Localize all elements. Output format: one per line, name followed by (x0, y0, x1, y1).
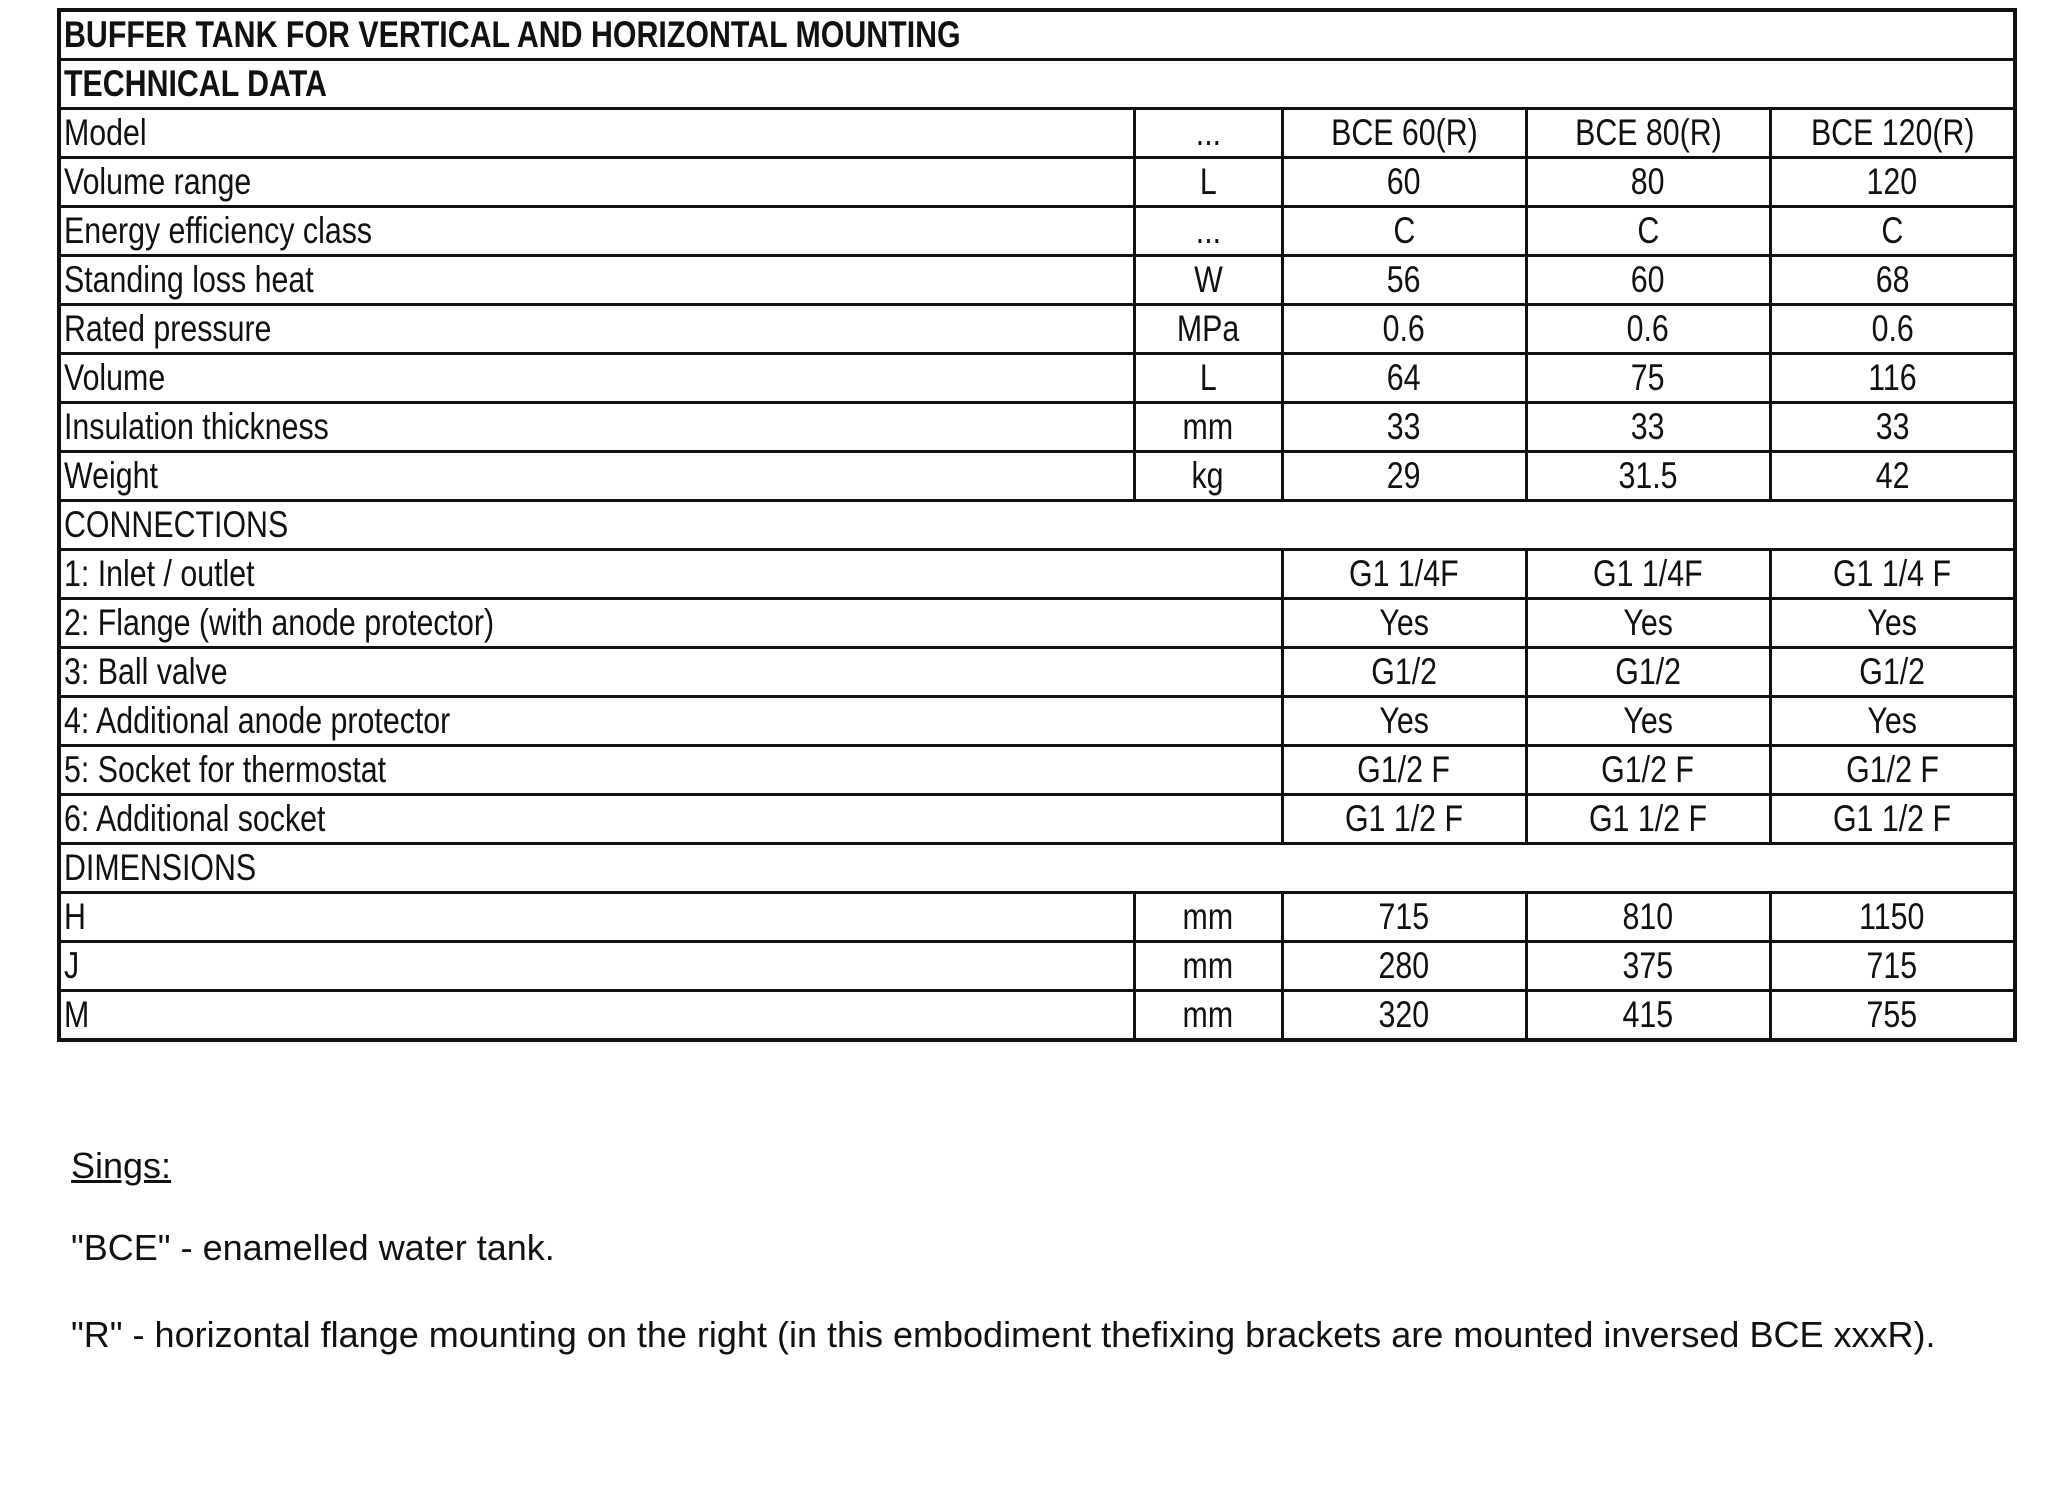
row-value-cell (1770, 697, 2015, 746)
row-value-cell (1526, 354, 1770, 403)
row-value-cell (1770, 599, 2015, 648)
row-unit-cell (1134, 991, 1282, 1041)
row-unit: L (1199, 161, 1217, 202)
model-label-cell (59, 109, 1134, 158)
row-value: 415 (1622, 994, 1674, 1035)
row-value-cell (1282, 991, 1526, 1041)
row-label-cell (59, 599, 1282, 648)
row-value-cell (1526, 550, 1770, 599)
row-value-cell (1526, 648, 1770, 697)
table-row (59, 550, 2015, 599)
row-value-cell (1770, 942, 2015, 991)
row-unit-cell (1134, 256, 1282, 305)
row-label: 1: Inlet / outlet (64, 553, 255, 594)
row-value: 280 (1378, 945, 1430, 986)
row-value-cell (1526, 158, 1770, 207)
row-label: 4: Additional anode protector (64, 700, 451, 741)
row-value-cell (1282, 207, 1526, 256)
row-value: 75 (1631, 357, 1665, 398)
row-value: Yes (1379, 700, 1429, 741)
row-unit: mm (1182, 945, 1234, 986)
dimensions-heading-row (59, 844, 2015, 893)
row-value: 810 (1622, 896, 1674, 937)
table-row (59, 305, 2015, 354)
row-unit-cell (1134, 305, 1282, 354)
row-value-cell (1770, 403, 2015, 452)
row-value-cell (1770, 256, 2015, 305)
row-value-cell (1526, 697, 1770, 746)
row-value-cell (1770, 991, 2015, 1041)
row-value-cell (1526, 795, 1770, 844)
row-value-cell (1526, 403, 1770, 452)
row-value: 64 (1387, 357, 1421, 398)
row-value-cell (1282, 893, 1526, 942)
row-value-cell (1282, 256, 1526, 305)
row-unit-cell (1134, 207, 1282, 256)
row-value: 80 (1631, 161, 1665, 202)
row-label-cell (59, 207, 1134, 256)
connections-heading-text: CONNECTIONS (64, 504, 289, 545)
model-name: BCE 60(R) (1330, 112, 1478, 153)
row-label: 3: Ball valve (64, 651, 228, 692)
row-label: M (64, 994, 90, 1035)
row-value-cell (1282, 942, 1526, 991)
table-body (59, 10, 2015, 1040)
table-subtitle (59, 60, 2015, 109)
row-value: G1 1/4F (1349, 553, 1459, 594)
model-unit-cell (1134, 109, 1282, 158)
row-value: G1/2 F (1845, 749, 1939, 790)
model-name: BCE 80(R) (1574, 112, 1722, 153)
row-label: Energy efficiency class (64, 210, 373, 251)
model-name: BCE 120(R) (1810, 112, 1975, 153)
sign-line-bce: "BCE" - enamelled water tank. (71, 1227, 555, 1268)
signs-heading: Sings: (71, 1145, 172, 1186)
row-unit: W (1193, 259, 1223, 300)
model-cell-1 (1282, 109, 1526, 158)
title-row (59, 10, 2015, 60)
row-label: Volume range (64, 161, 252, 202)
table-row (59, 697, 2015, 746)
row-label-cell (59, 795, 1282, 844)
table-title (59, 10, 2015, 60)
dimensions-heading-text: DIMENSIONS (64, 847, 257, 888)
row-label-cell (59, 354, 1134, 403)
row-label-cell (59, 403, 1134, 452)
row-value: G1 1/2 F (1344, 798, 1464, 839)
row-value-cell (1282, 746, 1526, 795)
row-value-cell (1282, 158, 1526, 207)
table-row (59, 599, 2015, 648)
model-unit: ... (1195, 112, 1221, 153)
row-label-cell (59, 942, 1134, 991)
row-value-cell (1770, 648, 2015, 697)
row-value-cell (1770, 550, 2015, 599)
row-label-cell (59, 452, 1134, 501)
row-label: Rated pressure (64, 308, 272, 349)
row-value: G1 1/2 F (1833, 798, 1952, 839)
row-value: Yes (1867, 602, 1918, 643)
row-value: 33 (1875, 406, 1910, 447)
row-unit-cell (1134, 354, 1282, 403)
row-value: G1/2 F (1357, 749, 1451, 790)
row-value: 116 (1868, 357, 1917, 398)
row-value: G1 1/4 F (1833, 553, 1952, 594)
table-row (59, 648, 2015, 697)
row-value: 755 (1866, 994, 1918, 1035)
row-value: G1/2 F (1601, 749, 1695, 790)
row-value: C (1393, 210, 1415, 251)
table-row (59, 207, 2015, 256)
row-label-cell (59, 697, 1282, 746)
row-value: Yes (1379, 602, 1429, 643)
row-value: Yes (1867, 700, 1918, 741)
dimensions-heading (59, 844, 2015, 893)
row-value: 0.6 (1626, 308, 1670, 349)
row-value: 0.6 (1871, 308, 1914, 349)
row-value: 375 (1622, 945, 1674, 986)
row-unit-cell (1134, 452, 1282, 501)
table-row (59, 256, 2015, 305)
row-label: Weight (64, 455, 158, 496)
row-unit: ... (1195, 210, 1221, 251)
row-value: 715 (1866, 945, 1918, 986)
row-value: G1/2 (1371, 651, 1437, 692)
row-value-cell (1282, 452, 1526, 501)
row-value-cell (1526, 746, 1770, 795)
row-value-cell (1526, 207, 1770, 256)
row-value: 715 (1378, 896, 1430, 937)
row-value: 42 (1875, 455, 1910, 496)
row-value: 29 (1387, 455, 1421, 496)
row-value-cell (1282, 550, 1526, 599)
row-value-cell (1526, 256, 1770, 305)
row-label: 6: Additional socket (64, 798, 326, 839)
row-label: Standing loss heat (64, 259, 314, 300)
row-label-cell (59, 648, 1282, 697)
subtitle-row (59, 60, 2015, 109)
row-value: G1 1/2 F (1588, 798, 1708, 839)
table-row (59, 452, 2015, 501)
model-cell-3 (1770, 109, 2015, 158)
row-value-cell (1282, 648, 1526, 697)
row-value: 31.5 (1618, 455, 1678, 496)
table-row (59, 158, 2015, 207)
row-value: 0.6 (1382, 308, 1426, 349)
row-value: G1 1/4F (1593, 553, 1703, 594)
row-value-cell (1526, 991, 1770, 1041)
table-row (59, 354, 2015, 403)
row-label: 2: Flange (with anode protector) (64, 602, 495, 643)
row-value-cell (1282, 697, 1526, 746)
row-value: 320 (1378, 994, 1430, 1035)
row-label-cell (59, 893, 1134, 942)
row-value: G1/2 (1859, 651, 1926, 692)
table-title-text: BUFFER TANK FOR VERTICAL AND HORIZONTAL MOUNTING (64, 14, 961, 55)
table-row (59, 403, 2015, 452)
row-value: 60 (1387, 161, 1421, 202)
row-value-cell (1770, 207, 2015, 256)
technical-data-table (57, 8, 2017, 1042)
row-value: C (1637, 210, 1659, 251)
connections-heading (59, 501, 2015, 550)
row-label-cell (59, 746, 1282, 795)
model-cell-2 (1526, 109, 1770, 158)
table-row (59, 795, 2015, 844)
row-value: 60 (1631, 259, 1665, 300)
row-value-cell (1770, 305, 2015, 354)
row-label: H (64, 896, 86, 937)
row-value: Yes (1623, 700, 1673, 741)
row-value-cell (1526, 942, 1770, 991)
row-label-cell (59, 991, 1134, 1041)
row-value: 68 (1875, 259, 1910, 300)
row-value-cell (1282, 305, 1526, 354)
row-value-cell (1770, 452, 2015, 501)
row-unit: L (1199, 357, 1217, 398)
signs-legend (71, 1145, 2041, 1401)
row-unit: mm (1182, 994, 1234, 1035)
table-subtitle-text: TECHNICAL DATA (64, 63, 327, 104)
row-unit-cell (1134, 158, 1282, 207)
row-unit: MPa (1176, 308, 1240, 349)
row-value: 120 (1866, 161, 1918, 202)
row-value-cell (1770, 893, 2015, 942)
row-value-cell (1770, 158, 2015, 207)
row-unit-cell (1134, 893, 1282, 942)
table-row (59, 893, 2015, 942)
model-label: Model (64, 112, 147, 153)
row-label-cell (59, 158, 1134, 207)
row-value: Yes (1623, 602, 1673, 643)
sign-line-r: "R" - horizontal flange mounting on the right (in this embodiment thefixing brackets are mounted inversed BCE xxxR). (71, 1314, 1936, 1355)
row-value-cell (1526, 893, 1770, 942)
row-value: 33 (1631, 406, 1665, 447)
row-unit: mm (1182, 406, 1234, 447)
row-value: 33 (1387, 406, 1421, 447)
row-unit-cell (1134, 942, 1282, 991)
row-label: Volume (64, 357, 166, 398)
row-value: G1/2 (1615, 651, 1681, 692)
row-unit-cell (1134, 403, 1282, 452)
row-label: J (64, 945, 80, 986)
model-header-row (59, 109, 2015, 158)
row-value-cell (1770, 795, 2015, 844)
row-label-cell (59, 305, 1134, 354)
table-row (59, 746, 2015, 795)
row-value-cell (1770, 354, 2015, 403)
row-value-cell (1526, 599, 1770, 648)
row-value-cell (1526, 305, 1770, 354)
row-unit: mm (1182, 896, 1234, 937)
row-value: 1150 (1859, 896, 1925, 937)
row-label: 5: Socket for thermostat (64, 749, 387, 790)
table-row (59, 991, 2015, 1041)
row-label-cell (59, 550, 1282, 599)
row-value: 56 (1387, 259, 1421, 300)
row-value: C (1881, 210, 1904, 251)
row-unit: kg (1191, 455, 1225, 496)
row-value-cell (1282, 403, 1526, 452)
table-row (59, 942, 2015, 991)
row-value-cell (1282, 354, 1526, 403)
row-label-cell (59, 256, 1134, 305)
row-label: Insulation thickness (64, 406, 329, 447)
row-value-cell (1770, 746, 2015, 795)
row-value-cell (1526, 452, 1770, 501)
connections-heading-row (59, 501, 2015, 550)
row-value-cell (1282, 599, 1526, 648)
row-value-cell (1282, 795, 1526, 844)
